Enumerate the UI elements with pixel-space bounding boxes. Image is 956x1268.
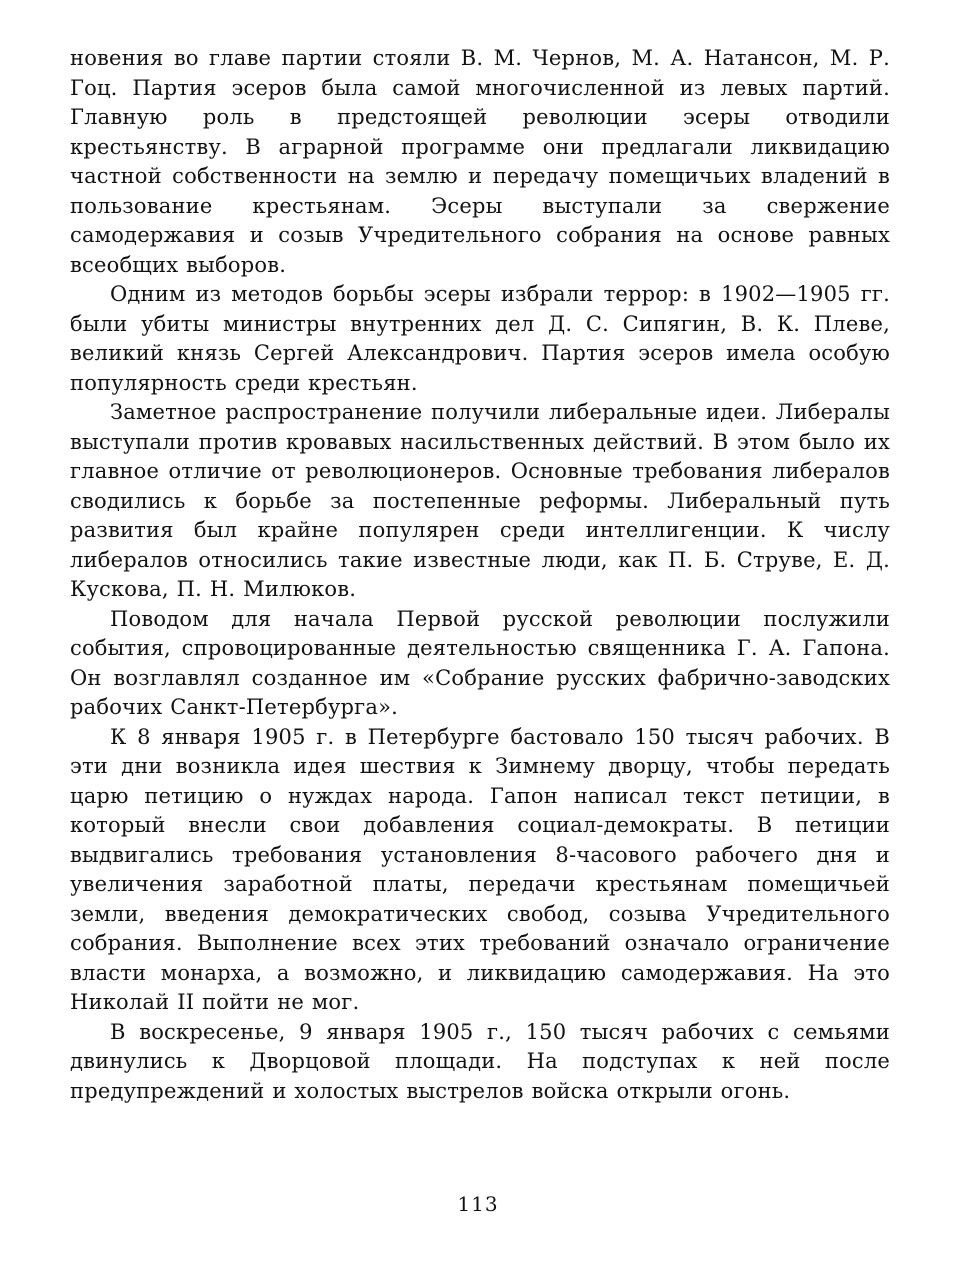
text-block — [70, 44, 890, 1106]
paragraph: Одним из методов борьбы эсеры избрали террор: в 1902—1905 гг. были убиты министры внутренних дел Д. С. Сипягин, В. К. Плеве, великий князь Сергей Александрович. Партия эсеров имела особую популярность среди крестьян. — [70, 282, 890, 395]
paragraph: К 8 января 1905 г. в Петербурге бастовало 150 тысяч рабочих. В эти дни возникла идея шествия к Зимнему дворцу, чтобы передать царю петицию о нуждах народа. Гапон написал текст петиции, в который внесли свои добавления социал-демократы. В петиции выдвигались требования установления 8-часового рабочего дня и увеличения заработной платы, передачи крестьянам помещичьей земли, введения демократических свобод, созыва Учредительного собрания. Выполнение всех этих требований означало ограничение власти монарха, а возможно, и ликвидацию самодержавия. На это Николай II пойти не мог. — [70, 724, 890, 1014]
paragraph: Поводом для начала Первой русской революции послужили события, спровоцированные деятельностью священника Г. А. Гапона. Он возглавлял созданное им «Собрание русских фабрично-заводских рабочих Санкт-Петербурга». — [70, 606, 890, 719]
paragraph: новения во главе партии стояли В. М. Чернов, М. А. Натансон, М. Р. Гоц. Партия эсеров была самой многочисленной из левых партий. Главную роль в предстоящей революции эсеры отводили крестьянству. В аграрной программе они предлагали ликвидацию частной собственности на землю и передачу помещичьих владений в пользование крестьянам. Эсеры выступали за свержение самодержавия и созыв Учредительного собрания на основе равных всеобщих выборов. — [70, 46, 890, 277]
paragraph: Заметное распространение получили либеральные идеи. Либералы выступали против кровавых насильственных действий. В этом было их главное отличие от революционеров. Основные требования либералов сводились к борьбе за постепенные реформы. Либеральный путь развития был крайне популярен среди интеллигенции. К числу либералов относились такие известные люди, как П. Б. Струве, Е. Д. Кускова, П. Н. Милюков. — [70, 400, 890, 601]
paragraph: В воскресенье, 9 января 1905 г., 150 тысяч рабочих с семьями двинулись к Дворцовой площади. На подступах к ней после предупреждений и холостых выстрелов войска открыли огонь. — [70, 1019, 890, 1103]
page-number: 113 — [457, 1192, 499, 1216]
